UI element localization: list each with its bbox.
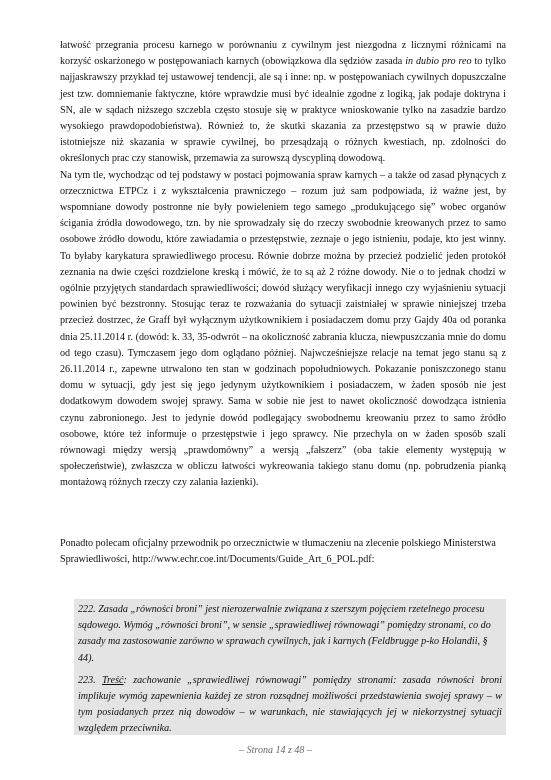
paragraph-guide-reference: Ponadto polecam oficjalny przewodnik po orzecznictwie w tłumaczeniu na zlecenie polskiego Ministerstwa Sprawiedliwości, http://www.echr.coe.int/Documents/Guide_Art_6_POL.pdf:	[60, 537, 496, 565]
quotation-box	[74, 599, 506, 735]
quote-label: Treść	[102, 674, 124, 686]
quote-text: : zachowanie „sprawiedliwej równowagi” pomiędzy stronami: zasada równości broni implikuje wymóg zapewnienia każdej ze stron rozsądnej możliwości przedstawienia swojej sprawy – w tym posiadanych przez nią dowodów – w warunkach, nie stawiających jej w niekorzystnej sytuacji względem przeciwnika.	[78, 674, 502, 735]
quote-222: 222. Zasada „równości broni” jest nierozerwalnie związana z szerszym pojęciem rzetelnego procesu sądowego. Wymóg „równości broni”, w sensie „sprawiedliwej równowagi” pomiędzy stronami, co do zasady ma zastosowanie zarówno w sprawach cywilnych, jak i karnych (Feldbrugge p-ko Holandii, § 44).	[78, 604, 491, 664]
document-body	[60, 38, 506, 568]
paragraph-text: to tylko najjaskrawszy przykład tej ustawowej tendencji, ale są i inne: np. w postępowaniach cywilnych dopuszczalne jest tzw. domniemanie faktyczne, które wprawdzie musi być idealnie zgodne z logiką, jak podaje doktryna i SN, ale w sądach niższego szczebla często stosuje się w praktyce wnioskowanie tylko na zasadzie bardzo wysokiego prawdopodobieństwa). Również to, że skutki skazania za przestępstwo są w prawie dużo istotniejsze niż skazania w sprawie cywilnej, bo przesądzają o różnych kwestiach, np. zdolności do określonych prac czy stanowisk, przemawia za surowszą dyscypliną dowodową.	[60, 56, 506, 165]
paragraph-equality-of-proof	[60, 38, 506, 168]
page-number-footer: – Strona 14 z 48 –	[239, 745, 312, 756]
latin-phrase: in dubio pro reo	[405, 56, 472, 68]
paragraph-case-analysis: Na tym tle, wychodząc od tej podstawy w postaci pojmowania spraw karnych – a także od zasad płynących z orzecznictwa ETPCz i z wykształcenia prawniczego – rozum już sam podpowiada, iż ważne jest, by wspomniane dowody postronne nie były powieleniem tego samego „produkującego się” wobec organów ścigania źródła dowodowego, tzn. by nie sprowadzały się do rzeczy swobodnie kreowanych przez to samo osobowe źródło dowodu, które zawiadamia o przestępstwie, zeznaje o jego istnieniu, podaje, kto jest winny. To byłaby karykatura sprawiedliwego procesu. Równie dobrze można by przecież podzielić jeden protokół zeznania na dwie części rozdzielone kreską i mówić, że to są aż 2 różne dowody. Nie o to jednak chodzi w ogólnie przyjętych standardach sprawiedliwości; dowód służący weryfikacji innego czy wyjaśnieniu sytuacji powinien być bezstronny. Stosując teraz te rozważania do sytuacji zaistniałej w sprawie niniejszej trzeba przecież dostrzec, że Graff był wyłącznym użytkownikiem i posiadaczem domu przy Gajdy 40a od poranka dnia 25.11.2014 r. (dowód: k. 33, 35-odwrót – na okoliczność zabrania klucza, niewpuszczania mnie do domu od tego czasu). Tymczasem jego dom oglądano później. Najwcześniejsze relacje na temat jego stanu są z 26.11.2014 r., zapewne utrwalono ten stan w godzinach popołudniowych. Pokazanie poniszczonego stanu domu w sytuacji, gdy jest się jego jedynym użytkownikiem i posiadaczem, w żaden sposób nie jest dodatkowym dowodem swojej sprawy. Sama w sobie nie jest to nawet okoliczność dowodząca istnienia czynu zabronionego. Jest to jedynie dowód podlegający swobodnemu kreowaniu przez to samo źródło osobowe, które też informuje o przestępstwie i jego sprawcy. Nie przechyla on w żaden sposób szali równowagi między wersją „prawdomówny” a wersją „fałszerz” (oba takie elementy występują w społeczeństwie), zwłaszcza w obliczu łatwości wykreowania takiego stanu domu (np. pobrudzenia pianką montażową różnych rzeczy czy zalania łazienki).	[60, 169, 506, 489]
paragraph-text: łatwość przegrania procesu karnego w porównaniu z cywilnym jest niezgodna z licznymi różnicami na korzyść oskarżonego w postępowaniach karnych (obowiązkowa dla sędziów zasada	[60, 40, 506, 68]
quote-number: 223.	[78, 674, 102, 686]
quote-223	[74, 673, 506, 735]
